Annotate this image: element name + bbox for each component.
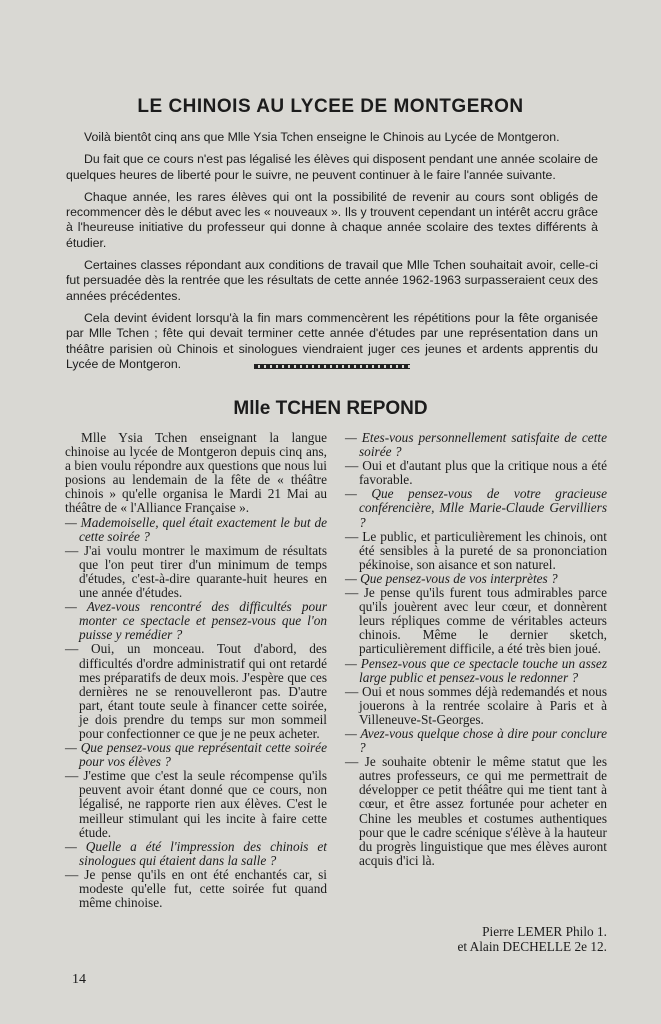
page-number: 14 xyxy=(72,972,86,987)
interview-answer: — Le public, et particulièrement les chinois, ont été sensibles à la pureté de sa prononciation pékinoise, son aisance et son naturel. xyxy=(345,528,607,572)
interview-question: — Mademoiselle, quel était exactement le but de cette soirée ? xyxy=(65,514,327,544)
intro-paragraph: Certaines classes répondant aux conditions de travail que Mlle Tchen souhaitait avoir, celle-ci fut persuadée dès la rentrée que les résultats de cette année 1962-1963 surpasseraient ceux des années précédentes. xyxy=(66,258,598,303)
interview-answer: — Je pense qu'ils en ont été enchantés car, si modeste qu'elle fut, cette soirée fut quand même chinoise. xyxy=(65,866,327,911)
interview-answer: — Oui et nous sommes déjà redemandés et nous jouerons à la rentrée scolaire à Paris et à Villeneuve-St-Georges. xyxy=(345,683,607,727)
signature-line-2: et Alain DECHELLE 2e 12. xyxy=(457,938,607,954)
intro-paragraph: Chaque année, les rares élèves qui ont la possibilité de revenir au cours sont obligés de recommencer dès le début avec les « nouveaux ». Ils y trouvent cependant un intérêt accru grâce à l'heureuse initiative du professeur qui donne à chaque année scolaire des textes différents à étudier. xyxy=(66,189,598,250)
intro-paragraph: Cela devint évident lorsqu'à la fin mars commencèrent les répétitions pour la fête organisée par Mlle Tchen ; fête qui devait terminer cette année d'études par une représentation dans un théâtre parisien où Chinois et sinologues viendraient juger ces jeunes et ardents apprentis du Lycée de Montgeron. xyxy=(66,310,598,371)
interview-question: — Etes-vous personnellement satisfaite de cette soirée ? xyxy=(345,430,607,460)
article-title: LE CHINOIS AU LYCEE DE MONTGERON xyxy=(137,96,524,117)
intro-paragraph: Du fait que ce cours n'est pas légalisé les élèves qui disposent pendant une année scolaire de quelques heures de liberté pour le suivre, ne peuvent continuer à le faire l'année suivante. xyxy=(66,152,598,182)
interview-question: — Quelle a été l'impression des chinois et sinologues qui étaient dans la salle ? xyxy=(65,838,327,868)
ornamental-divider xyxy=(254,364,410,369)
signature-line-1: Pierre LEMER Philo 1. xyxy=(482,924,607,939)
signature xyxy=(345,925,607,954)
interview-title: Mlle TCHEN REPOND xyxy=(233,398,428,419)
interview-answer: — Oui, un monceau. Tout d'abord, des difficultés d'ordre administratif qui ont retardé mes préparatifs de deux mois. J'espère que ces dernières ne se renouvelleront pas. D'autre part, étant toute seule à financer cette soirée, je dois prendre du temps sur mon sommeil pour confectionner ce que je ne peux acheter. xyxy=(65,641,327,741)
interview-left-column xyxy=(65,431,327,910)
interview-question: — Que pensez-vous de vos interprètes ? xyxy=(345,570,558,586)
interview-answer: — Oui et d'autant plus que la critique nous a été favorable. xyxy=(345,458,607,488)
interview-answer: — Je pense qu'ils furent tous admirables parce qu'ils jouèrent avec leur cœur, et donnèrent leurs répliques comme de véritables acteurs chinois. Même le dernier sketch, particulièrement difficile, a été très bien joué. xyxy=(345,585,607,657)
interview-lead: Mlle Ysia Tchen enseignant la langue chinoise au lycée de Montgeron depuis cinq ans, a bien voulu répondre aux questions que nous lui posions au lendemain de la fête de « théâtre chinois » qu'elle organisa le Mardi 21 Mai au théâtre de « l'Alliance Française ». xyxy=(65,430,327,516)
interview-answer: — J'ai voulu montrer le maximum de résultats que l'on peut tirer d'un minimum de temps d'études, c'est-à-dire quarante-huit heures en une année d'études. xyxy=(65,542,327,601)
interview-answer: — Je souhaite obtenir le même statut que les autres professeurs, ce qui me permettrait de développer ce petit théâtre qui me tient tant à cœur, et être assez fortunée pour acheter en Chine les meubles et costumes authentiques pour que le cadre scénique s'élève à la hauteur du progrès linguistique que mes élèves auront acquis d'ici là. xyxy=(345,754,607,868)
interview-question: — Pensez-vous que ce spectacle touche un assez large public et pensez-vous le redonner ? xyxy=(345,655,607,685)
interview-answer: — J'estime que c'est la seule récompense qu'ils peuvent avoir étant donné que ce cours, non légalisé, ne rapporte rien aux élèves. C'est le meilleur stimulant qui les incite à faire cette étude. xyxy=(65,768,327,840)
interview-right-column xyxy=(345,431,607,868)
interview-question: — Avez-vous quelque chose à dire pour conclure ? xyxy=(345,725,607,756)
interview-question: — Que pensez-vous que représentait cette soirée pour vos élèves ? xyxy=(65,740,327,770)
intro-text xyxy=(66,130,598,379)
intro-paragraph: Voilà bientôt cinq ans que Mlle Ysia Tchen enseigne le Chinois au Lycée de Montgeron. xyxy=(84,130,560,144)
interview-question: — Que pensez-vous de votre gracieuse conférencière, Mlle Marie-Claude Gervilliers ? xyxy=(345,486,607,530)
interview-question: — Avez-vous rencontré des difficultés pour monter ce spectacle et pensez-vous que l'on puisse y remédier ? xyxy=(65,599,327,643)
